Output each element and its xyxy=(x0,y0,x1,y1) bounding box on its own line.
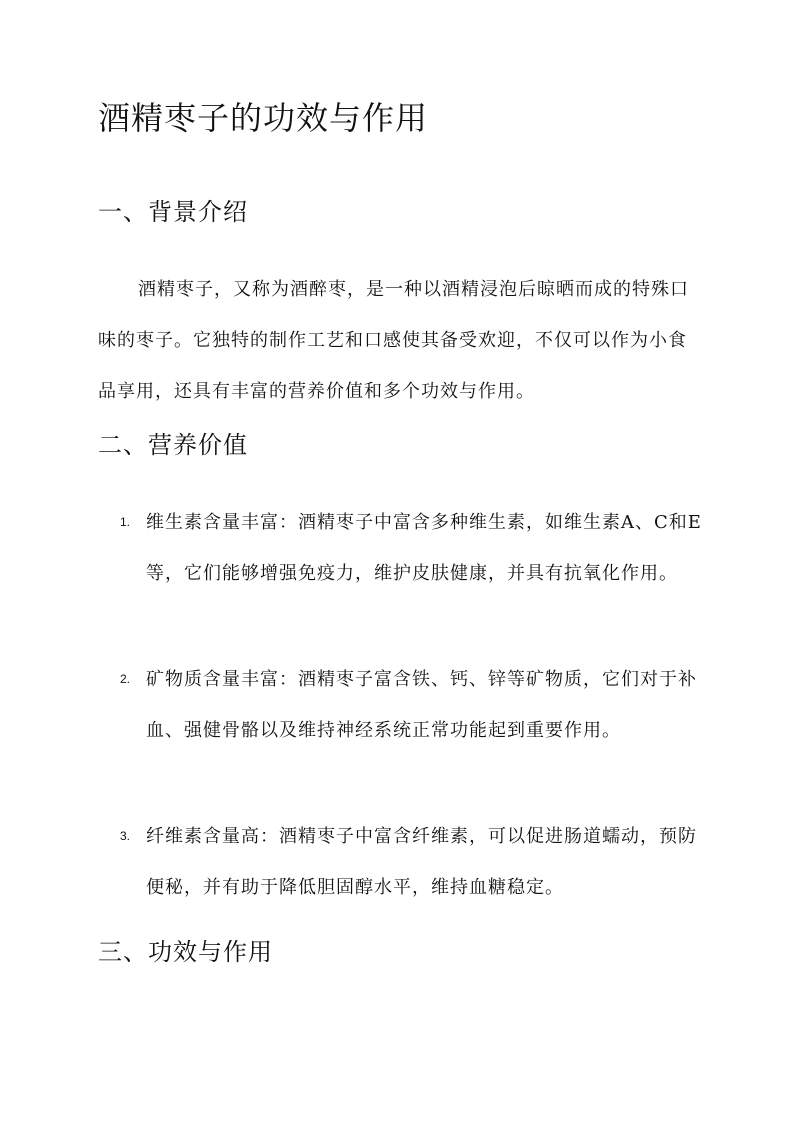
background-paragraph: 酒精枣子，又称为酒醉枣，是一种以酒精浸泡后晾晒而成的特殊口味的枣子。它独特的制作工艺和口感使其备受欢迎，不仅可以作为小食品享用，还具有丰富的营养价值和多个功效与作用。 xyxy=(98,279,689,402)
list-item-text: 纤维素含量高：酒精枣子中富含纤维素，可以促进肠道蠕动，预防便秘，并有助于降低胆固醇水平，维持血糖稳定。 xyxy=(146,826,697,898)
list-number: 2. xyxy=(120,672,131,686)
list-number: 1. xyxy=(120,515,131,529)
section-heading-effects: 三、功效与作用 xyxy=(98,938,273,966)
list-item-text: 矿物质含量丰富：酒精枣子富含铁、钙、锌等矿物质，它们对于补血、强健骨骼以及维持神经系统正常功能起到重要作用。 xyxy=(146,669,697,741)
list-number: 3. xyxy=(120,829,131,843)
document-title: 酒精枣子的功效与作用 xyxy=(98,99,429,137)
section-heading-background: 一、背景介绍 xyxy=(98,198,248,226)
section-heading-nutrition: 二、营养价值 xyxy=(98,431,248,459)
list-item-text: 维生素含量丰富：酒精枣子中富含多种维生素，如维生素A、C和E等，它们能够增强免疫力，维护皮肤健康，并具有抗氧化作用。 xyxy=(146,512,702,584)
